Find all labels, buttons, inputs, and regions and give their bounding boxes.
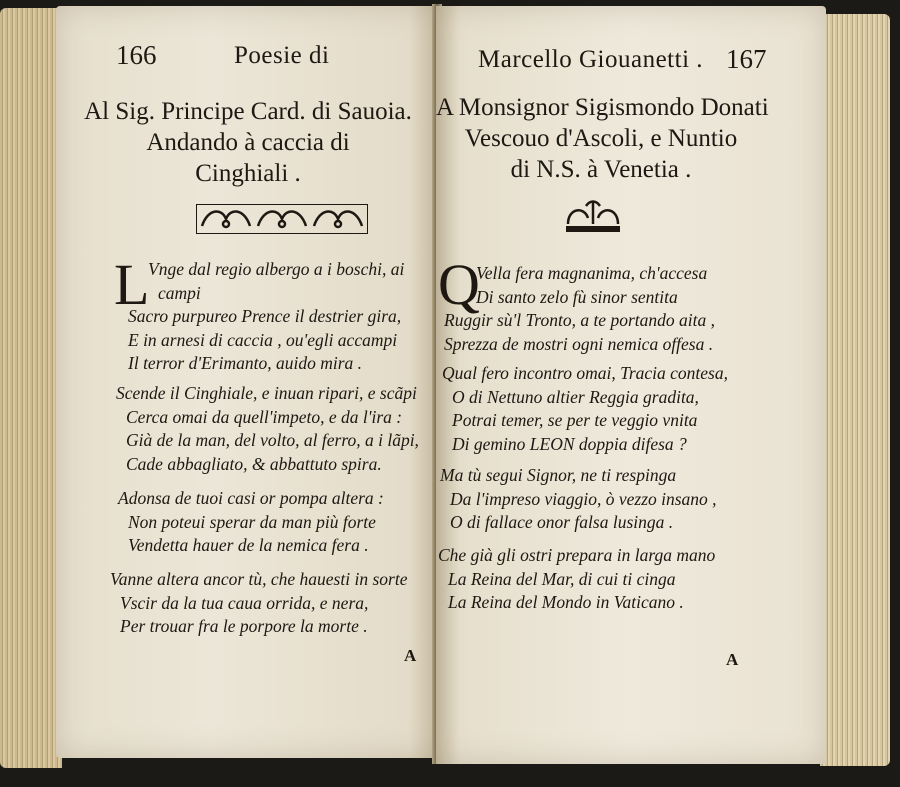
stanza: [438, 544, 715, 615]
dropcap-right: Q: [438, 252, 480, 317]
page-number-right: 167: [726, 44, 767, 74]
title-line: Al Sig. Principe Card. di Sauoia.: [84, 98, 412, 125]
stanza: [110, 568, 407, 639]
running-head-right: Marcello Giouanetti .: [478, 46, 704, 73]
signature-mark-right: A: [726, 650, 739, 669]
verse-line: Vnge dal regio albergo a i boschi, ai: [148, 259, 405, 279]
verse-line: Vendetta hauer de la nemica fera .: [128, 535, 369, 555]
dropcap-left: L: [114, 252, 150, 317]
stanza: [118, 487, 384, 558]
verse-line: Di gemino LEON doppia difesa ?: [452, 433, 687, 454]
verse-line: Vscir da la tua caua orrida, e nera,: [120, 592, 369, 613]
verse-line: O di fallace onor falsa lusinga .: [450, 512, 674, 532]
ornament-flower-icon: [564, 198, 622, 236]
stanza: [476, 262, 707, 309]
stanza: [148, 258, 404, 305]
title-line: di N.S. à Venetia .: [510, 156, 692, 183]
verse-line: Qual fero incontro omai, Tracia contesa,: [442, 363, 728, 383]
verse-line: Da l'impreso viaggio, ò vezzo insano ,: [450, 488, 717, 509]
verse-line: Sprezza de mostri ogni nemica offesa .: [444, 333, 714, 354]
left-page: [56, 6, 440, 758]
verse-line: Vanne altera ancor tù, che hauesti in sorte: [110, 569, 408, 589]
verse-line: Già de la man, del volto, al ferro, a i lãpi,: [126, 430, 419, 450]
verse-line: Cerca omai da quell'impeto, e da l'ira :: [126, 406, 403, 427]
stanza: [440, 464, 717, 535]
left-page-edges: [0, 8, 62, 768]
verse-line: E in arnesi di caccia , ou'egli accampi: [128, 329, 398, 350]
verse-line: La Reina del Mondo in Vaticano .: [448, 592, 684, 612]
stanza: [128, 305, 401, 376]
verse-line: Scende il Cinghiale, e inuan ripari, e scãpi: [116, 383, 417, 403]
title-line: A Monsignor Sigismondo Donati: [436, 94, 769, 121]
verse-line: Per trouar fra le porpore la morte .: [120, 616, 368, 636]
poem-title-right: [436, 92, 769, 185]
verse-line: Il terror d'Erimanto, auido mira .: [128, 353, 363, 373]
page-number-left: 166: [116, 40, 157, 70]
verse-line: Sacro purpureo Prence il destrier gira,: [128, 306, 402, 326]
signature-mark-left: A: [404, 646, 417, 665]
stanza: [444, 309, 715, 356]
verse-line: O di Nettuno altier Reggia gradita,: [452, 386, 699, 407]
running-head-left: Poesie di: [234, 42, 330, 69]
verse-line: La Reina del Mar, di cui ti cinga: [448, 568, 676, 589]
verse-line: Che già gli ostri prepara in larga mano: [438, 545, 716, 565]
stanza: [442, 362, 728, 456]
ornament-band-icon: [196, 204, 368, 234]
verse-line: Ruggir sù'l Tronto, a te portando aita ,: [444, 310, 715, 330]
verse-line: Cade abbagliato, & abbattuto spira.: [126, 453, 382, 474]
verse-line: campi: [158, 282, 201, 303]
verse-line: Adonsa de tuoi casi or pompa altera :: [118, 488, 384, 508]
right-page-edges: [820, 14, 890, 766]
right-page: [436, 6, 826, 764]
verse-line: Potrai temer, se per te veggio vnita: [452, 410, 698, 430]
title-line: Cinghiali .: [195, 160, 301, 187]
title-line: Vescouo d'Ascoli, e Nuntio: [464, 125, 738, 152]
poem-title-left: [56, 96, 440, 189]
verse-line: Vella fera magnanima, ch'accesa: [476, 263, 708, 283]
verse-line: Di santo zelo fù sinor sentita: [476, 286, 678, 307]
verse-line: Non poteui sperar da man più forte: [128, 511, 376, 532]
stanza: [116, 382, 419, 476]
verse-line: Ma tù segui Signor, ne ti respinga: [440, 465, 677, 485]
title-line: Andando à caccia di: [146, 129, 350, 156]
